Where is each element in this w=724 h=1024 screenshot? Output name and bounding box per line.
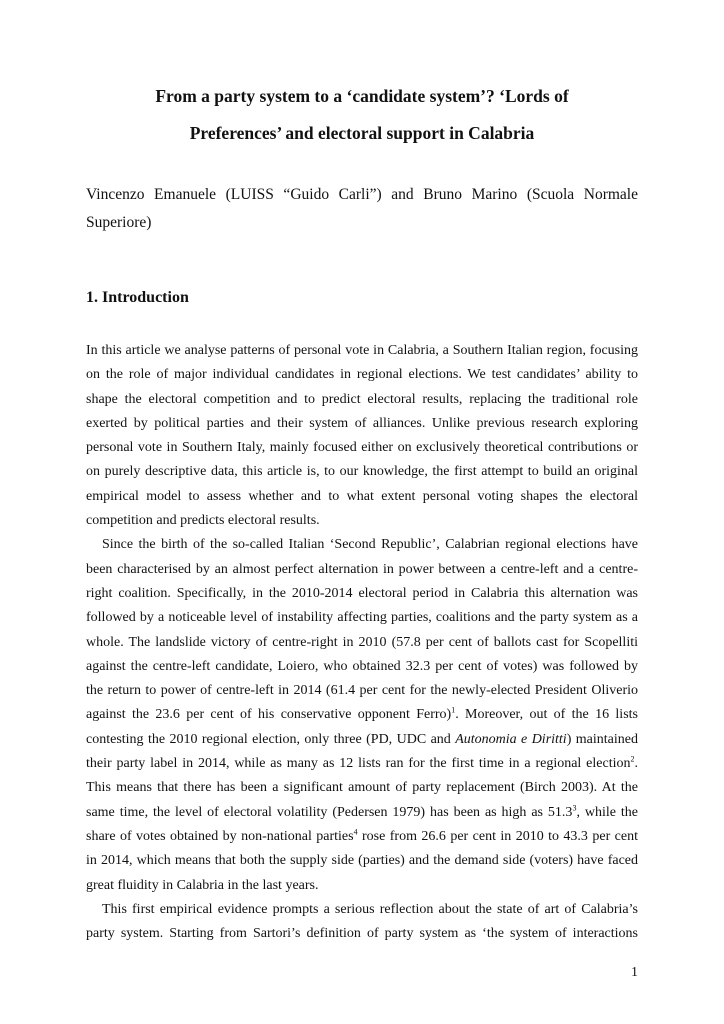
text-line: great fluidity in Calabria in the last years.	[86, 877, 319, 893]
text-line: on purely descriptive data, this article is, to our knowledge, the first attempt to build an original	[86, 464, 638, 480]
text-line: the return to power of centre-left in 2014 (61.4 per cent for the newly-elected President Oliverio	[86, 683, 638, 699]
text-line: shape the electoral competition and to predict electoral results, replacing the traditional role	[86, 391, 638, 407]
text-run: same time, the level of electoral volatility (Pedersen 1979) has been as high as 51.3	[86, 804, 573, 820]
title-line-1: From a party system to a ‘candidate system’? ‘Lords of	[155, 86, 569, 106]
author-line-1: Vincenzo Emanuele (LUISS “Guido Carli”) and Bruno Marino (Scuola Normale	[86, 186, 638, 203]
page-number: 1	[631, 965, 638, 980]
text-run: contesting the 2010 regional election, only three (PD, UDC and	[86, 731, 456, 747]
text-line: right coalition. Specifically, in the 2010-2014 electoral period in Calabria this alternation was	[86, 585, 638, 601]
text-line: whole. The landslide victory of centre-right in 2010 (57.8 per cent of ballots cast for Scopelliti	[86, 634, 638, 650]
paragraph-2	[86, 533, 638, 897]
text-line: followed by a noticeable level of instability affecting parties, coalitions and the party system as a	[86, 610, 638, 626]
text-line: against the centre-left candidate, Loiero, who obtained 32.3 per cent of votes) was followed by	[86, 658, 638, 674]
text-line: personal vote in Southern Italy, mainly focused either on exclusively theoretical contributions or	[86, 440, 638, 456]
text-line	[86, 825, 638, 849]
text-line: on the role of major individual candidates in regional elections. We test candidates’ ability to	[86, 367, 638, 383]
text-line: empirical model to assess whether and to what extent personal voting shapes the electoral	[86, 488, 638, 504]
text-run: ) maintained	[566, 731, 638, 747]
paragraph-3	[86, 898, 638, 947]
text-line: This first empirical evidence prompts a serious reflection about the state of art of Calabria’s	[102, 901, 638, 917]
text-line: in 2014, which means that both the supply side (parties) and the demand side (voters) have faced	[86, 853, 638, 869]
text-line: In this article we analyse patterns of personal vote in Calabria, a Southern Italian region, focusing	[86, 343, 638, 358]
footnote-marker-1[interactable]: 1	[451, 705, 456, 715]
text-line: party system. Starting from Sartori’s definition of party system as ‘the system of interactions	[86, 926, 638, 942]
author-line-2: Superiore)	[86, 214, 152, 231]
text-line: competition and predicts electoral results.	[86, 513, 320, 529]
text-run: . Moreover, out of the 16 lists	[455, 707, 638, 723]
italic-party-name: Autonomia e Diritti	[455, 731, 567, 747]
text-line: exerted by political parties and their system of alliances. Unlike previous research exploring	[86, 415, 638, 431]
text-line: This means that there has been a significant amount of party replacement (Birch 2003). At the	[86, 780, 638, 796]
footnote-marker-2[interactable]: 2	[630, 754, 635, 764]
text-line	[86, 801, 638, 825]
text-line: been characterised by an almost perfect alternation in power between a centre-left and a centre-	[86, 561, 638, 577]
footnote-marker-4[interactable]: 4	[353, 827, 358, 837]
author-list	[86, 181, 638, 237]
section-heading: 1. Introduction	[86, 289, 189, 306]
text-line	[86, 752, 638, 776]
title-line-2: Preferences’ and electoral support in Calabria	[189, 123, 535, 143]
text-run: .	[634, 756, 638, 772]
text-run: their party label in 2014, while as many as 12 lists ran for the first time in a regional election	[86, 756, 631, 772]
text-run: share of votes obtained by non-national parties	[86, 828, 354, 844]
text-line: Since the birth of the so-called Italian ‘Second Republic’, Calabrian regional elections have	[102, 537, 638, 553]
text-run: against the 23.6 per cent of his conservative opponent Ferro)	[86, 707, 452, 723]
paragraph-1	[86, 339, 638, 533]
text-line	[86, 703, 638, 727]
text-line	[86, 728, 638, 752]
body-text	[86, 339, 638, 946]
text-run: rose from 26.6 per cent in 2010 to 43.3 per cent	[357, 828, 638, 844]
text-run: , while the	[576, 804, 638, 820]
footnote-marker-3[interactable]: 3	[572, 802, 577, 812]
paper-title	[86, 78, 638, 152]
